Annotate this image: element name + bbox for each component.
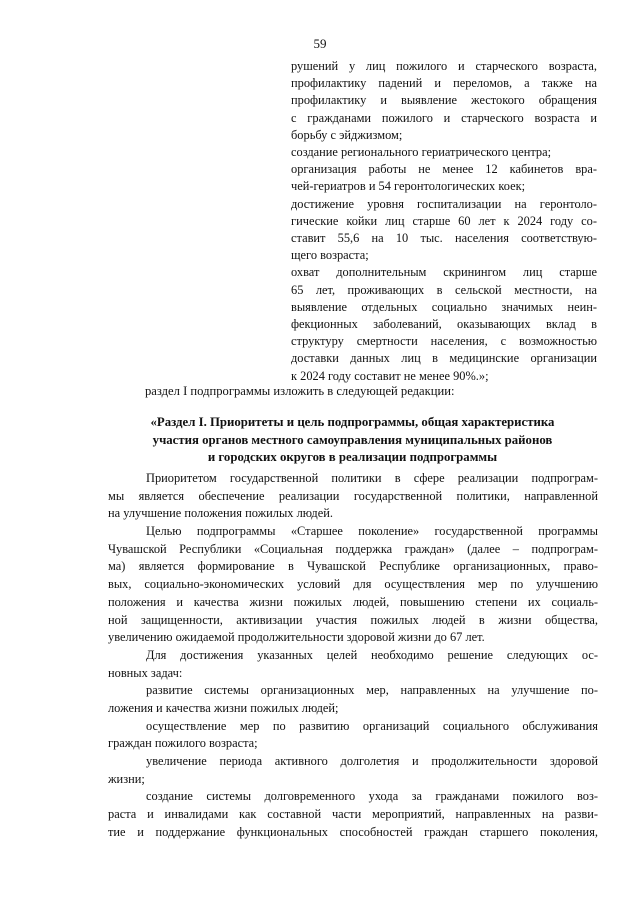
continuation-line: к 2024 году составит не менее 90%.»; (291, 368, 489, 383)
continuation-line: с гражданами пожилого и старческого возраста и (291, 110, 597, 125)
section-heading (108, 414, 597, 467)
body-line: увеличению ожидаемой продолжительности здоровой жизни до 67 лет. (108, 630, 485, 645)
body-line: ма) является формирование в Чувашской Республике организационных, право- (108, 559, 598, 574)
body-line: Для достижения указанных целей необходимо решение следующих ос- (146, 647, 598, 662)
heading-line: «Раздел I. Приоритеты и цель подпрограммы, общая характеристика (150, 415, 555, 429)
body-line: граждан пожилого возраста; (108, 736, 258, 751)
continuation-line: гические койки лиц старше 60 лет к 2024 году со- (291, 213, 597, 228)
heading-line: участия органов местного самоуправления муниципальных районов (152, 432, 553, 447)
continuation-line: структуру смертности населения, с возможностью (291, 334, 597, 349)
body-line: увеличение периода активного долголетия и продолжительности здоровой (146, 754, 598, 768)
continuation-line: охват дополнительным скринингом лиц старше (291, 265, 597, 280)
heading-line: и городских округов в реализации подпрограммы (207, 450, 498, 465)
body-line: положения и качества жизни пожилых людей, повышению степени их социаль- (108, 594, 598, 609)
body-line: Приоритетом государственной политики в сфере реализации подпрограм- (146, 471, 598, 485)
body-line: вых, социально-экономических условий для осуществления мер по улучшению (108, 577, 598, 592)
body-line: на улучшение положения пожилых людей. (108, 506, 333, 521)
body-line: создание системы долговременного ухода за гражданами пожилого воз- (146, 789, 598, 804)
continuation-line: создание регионального гериатрического центра; (291, 145, 552, 160)
continuation-line: выявление отдельных социально значимых неин- (291, 299, 597, 314)
body-line: ложения и качества жизни пожилых людей; (108, 700, 339, 715)
continuation-line: щего возраста; (291, 248, 369, 263)
body-line: Чувашской Республики «Социальная поддержка граждан» (далее – подпрограм- (108, 541, 598, 556)
continuation-line: 65 лет, проживающих в сельской местности, на (291, 282, 597, 297)
body-line: ной защищенности, активизации участия пожилых людей в жизни общества, (108, 612, 598, 627)
continuation-line: организация работы не менее 12 кабинетов вра- (291, 162, 597, 177)
body-line: новных задач: (108, 665, 183, 680)
page-number: 59 (313, 36, 327, 51)
continuation-line: достижение уровня госпитализации на геронтоло- (291, 196, 597, 211)
body-line: осуществление мер по развитию организаций социального обслуживания (146, 718, 598, 733)
continuation-line: профилактику падений и переломов, а также на (291, 76, 597, 91)
continuation-line: фекционных заболеваний, оказывающих вклад в (291, 317, 597, 332)
body-line: мы является обеспечение реализации государственной политики, направленной (108, 488, 598, 503)
continuation-text (291, 58, 597, 385)
body-line: жизни; (108, 771, 145, 786)
continuation-line: рушений у лиц пожилого и старческого возраста, (291, 59, 597, 73)
continuation-line: профилактику и выявление жестокого обращения (291, 93, 597, 108)
continuation-line: чей-гериатров и 54 геронтологических коек; (291, 179, 526, 194)
body-text (108, 470, 598, 841)
body-line: развитие системы организационных мер, направленных на улучшение по- (146, 683, 598, 698)
continuation-line: ставит 55,6 на 10 тыс. населения соответствую- (291, 231, 597, 246)
body-line: раста и инвалидами как составной части мероприятий, направленных на разви- (108, 807, 598, 822)
body-line: Целью подпрограммы «Старшее поколение» государственной программы (146, 524, 598, 539)
body-line: тие и поддержание функциональных способностей граждан старшего поколения, (108, 824, 598, 839)
continuation-line: борьбу с эйджизмом; (291, 127, 403, 142)
lead-paragraph: раздел I подпрограммы изложить в следующей редакции: (145, 384, 455, 398)
continuation-line: доставки данных лиц в медицинские организации (291, 351, 597, 366)
